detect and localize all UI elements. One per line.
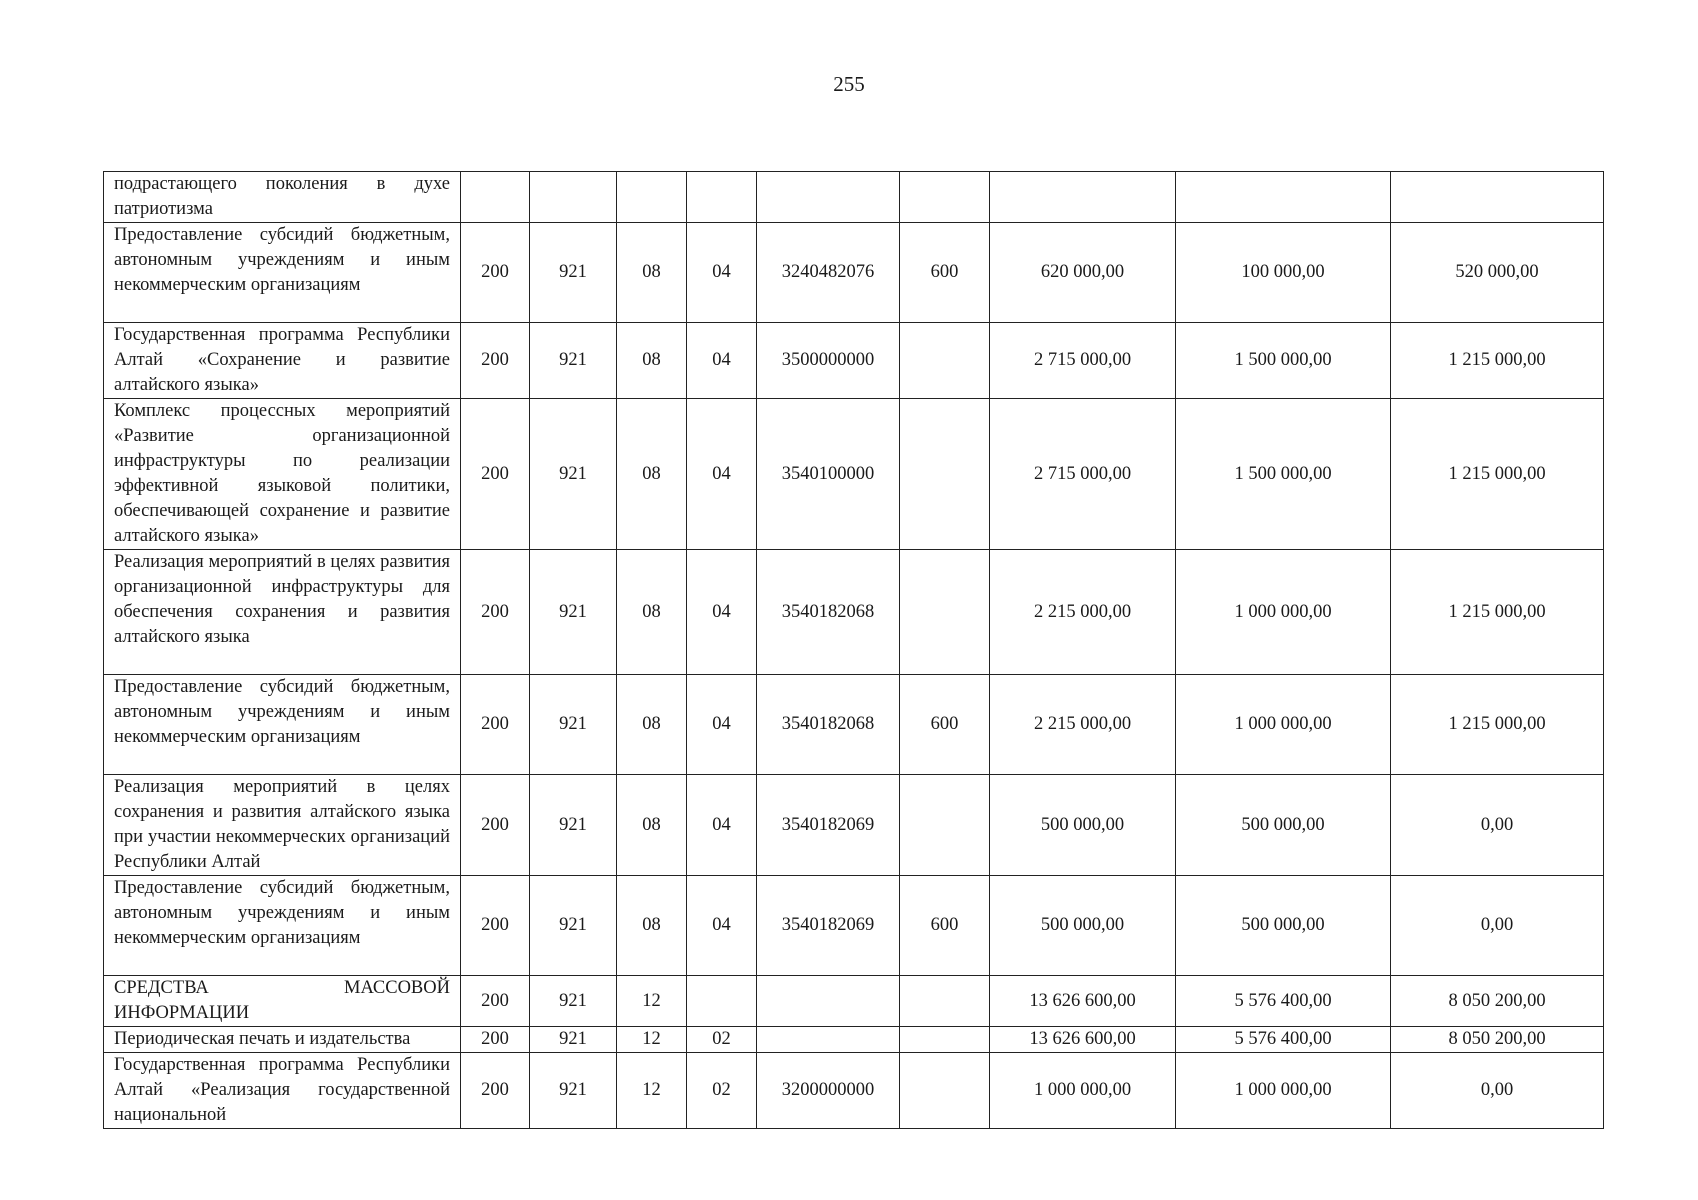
cell-sum-3: 520 000,00 [1391, 223, 1604, 323]
row-name: Предоставление субсидий бюджетным, автономным учреждениям и иным некоммерческим организациям [104, 223, 461, 323]
cell-code-1: 200 [461, 1027, 530, 1053]
table-row [104, 675, 1604, 775]
cell-expense-type [900, 775, 990, 876]
cell-sum-2: 5 576 400,00 [1176, 976, 1391, 1027]
cell-code-1: 200 [461, 675, 530, 775]
cell-section: 12 [617, 976, 687, 1027]
row-name: Государственная программа Республики Алтай «Сохранение и развитие алтайского языка» [104, 323, 461, 399]
cell-target-article: 3540100000 [757, 399, 900, 550]
cell-expense-type: 600 [900, 223, 990, 323]
cell-expense-type [900, 399, 990, 550]
cell-target-article: 3540182068 [757, 550, 900, 675]
cell-sum-3: 1 215 000,00 [1391, 399, 1604, 550]
row-name: Государственная программа Республики Алтай «Реализация государственной национальной [104, 1053, 461, 1129]
cell-sum-2: 1 000 000,00 [1176, 1053, 1391, 1129]
cell-section: 08 [617, 323, 687, 399]
cell-code-2: 921 [530, 675, 617, 775]
cell-code-2: 921 [530, 399, 617, 550]
cell-section: 08 [617, 550, 687, 675]
cell-subsection: 02 [687, 1027, 757, 1053]
cell-target-article [757, 1027, 900, 1053]
row-name: Реализация мероприятий в целях сохранения и развития алтайского языка при участии некоммерческих организаций Республики Алтай [104, 775, 461, 876]
cell-code-2: 921 [530, 550, 617, 675]
cell-expense-type [900, 550, 990, 675]
cell-code-1: 200 [461, 223, 530, 323]
cell-sum-1: 500 000,00 [990, 775, 1176, 876]
cell-sum-2: 1 000 000,00 [1176, 675, 1391, 775]
cell-target-article: 3540182069 [757, 876, 900, 976]
cell-section: 08 [617, 223, 687, 323]
cell-subsection: 04 [687, 876, 757, 976]
cell-subsection: 02 [687, 1053, 757, 1129]
cell-code-1: 200 [461, 1053, 530, 1129]
cell-code-1 [461, 172, 530, 223]
cell-target-article [757, 976, 900, 1027]
cell-expense-type [900, 976, 990, 1027]
row-name: СРЕДСТВА МАССОВОЙ ИНФОРМАЦИИ [104, 976, 461, 1027]
cell-subsection: 04 [687, 675, 757, 775]
table-row [104, 399, 1604, 550]
cell-sum-1: 2 715 000,00 [990, 323, 1176, 399]
table-row [104, 1053, 1604, 1129]
cell-target-article: 3240482076 [757, 223, 900, 323]
cell-code-2: 921 [530, 976, 617, 1027]
cell-sum-3: 8 050 200,00 [1391, 976, 1604, 1027]
cell-code-1: 200 [461, 775, 530, 876]
page-number: 255 [833, 72, 865, 96]
cell-target-article [757, 172, 900, 223]
cell-code-2 [530, 172, 617, 223]
table-row [104, 172, 1604, 223]
cell-subsection: 04 [687, 399, 757, 550]
cell-sum-3: 1 215 000,00 [1391, 323, 1604, 399]
cell-code-1: 200 [461, 550, 530, 675]
cell-sum-2: 100 000,00 [1176, 223, 1391, 323]
cell-expense-type [900, 1027, 990, 1053]
cell-sum-1: 500 000,00 [990, 876, 1176, 976]
cell-sum-1: 2 715 000,00 [990, 399, 1176, 550]
cell-sum-2: 1 000 000,00 [1176, 550, 1391, 675]
cell-code-1: 200 [461, 876, 530, 976]
table-row [104, 1027, 1604, 1053]
cell-sum-2 [1176, 172, 1391, 223]
table-row [104, 976, 1604, 1027]
cell-expense-type [900, 172, 990, 223]
cell-section: 08 [617, 876, 687, 976]
cell-code-1: 200 [461, 399, 530, 550]
cell-target-article: 3500000000 [757, 323, 900, 399]
cell-section: 12 [617, 1027, 687, 1053]
cell-sum-1: 13 626 600,00 [990, 976, 1176, 1027]
cell-sum-1: 2 215 000,00 [990, 675, 1176, 775]
cell-code-2: 921 [530, 1053, 617, 1129]
table-row [104, 876, 1604, 976]
cell-sum-2: 500 000,00 [1176, 775, 1391, 876]
table-row [104, 323, 1604, 399]
cell-sum-3: 0,00 [1391, 775, 1604, 876]
cell-sum-1: 13 626 600,00 [990, 1027, 1176, 1053]
row-name: Комплекс процессных мероприятий «Развитие организационной инфраструктуры по реализации эффективной языковой политики, обеспечивающей сохранение и развитие алтайского языка» [104, 399, 461, 550]
row-name: Периодическая печать и издательства [104, 1027, 461, 1053]
cell-sum-2: 5 576 400,00 [1176, 1027, 1391, 1053]
cell-sum-3 [1391, 172, 1604, 223]
cell-sum-3: 0,00 [1391, 876, 1604, 976]
cell-sum-3: 1 215 000,00 [1391, 550, 1604, 675]
cell-target-article: 3200000000 [757, 1053, 900, 1129]
cell-subsection [687, 976, 757, 1027]
cell-expense-type: 600 [900, 876, 990, 976]
row-name: Предоставление субсидий бюджетным, автономным учреждениям и иным некоммерческим организациям [104, 876, 461, 976]
cell-expense-type: 600 [900, 675, 990, 775]
cell-section [617, 172, 687, 223]
cell-target-article: 3540182069 [757, 775, 900, 876]
cell-code-2: 921 [530, 223, 617, 323]
cell-sum-3: 1 215 000,00 [1391, 675, 1604, 775]
table-row [104, 223, 1604, 323]
cell-subsection: 04 [687, 550, 757, 675]
cell-sum-3: 0,00 [1391, 1053, 1604, 1129]
cell-sum-2: 500 000,00 [1176, 876, 1391, 976]
cell-sum-2: 1 500 000,00 [1176, 399, 1391, 550]
cell-expense-type [900, 323, 990, 399]
cell-subsection: 04 [687, 223, 757, 323]
cell-subsection: 04 [687, 775, 757, 876]
cell-expense-type [900, 1053, 990, 1129]
cell-code-1: 200 [461, 323, 530, 399]
cell-sum-3: 8 050 200,00 [1391, 1027, 1604, 1053]
cell-code-1: 200 [461, 976, 530, 1027]
cell-code-2: 921 [530, 1027, 617, 1053]
cell-code-2: 921 [530, 323, 617, 399]
row-name: Предоставление субсидий бюджетным, автономным учреждениям и иным некоммерческим организациям [104, 675, 461, 775]
cell-target-article: 3540182068 [757, 675, 900, 775]
cell-sum-1 [990, 172, 1176, 223]
table-row [104, 775, 1604, 876]
cell-section: 08 [617, 675, 687, 775]
budget-table [103, 171, 1604, 1129]
cell-section: 12 [617, 1053, 687, 1129]
cell-sum-1: 2 215 000,00 [990, 550, 1176, 675]
row-name: подрастающего поколения в духе патриотизма [104, 172, 461, 223]
table-row [104, 550, 1604, 675]
cell-code-2: 921 [530, 775, 617, 876]
row-name: Реализация мероприятий в целях развития организационной инфраструктуры для обеспечения сохранения и развития алтайского языка [104, 550, 461, 675]
cell-sum-2: 1 500 000,00 [1176, 323, 1391, 399]
cell-section: 08 [617, 775, 687, 876]
cell-subsection [687, 172, 757, 223]
cell-subsection: 04 [687, 323, 757, 399]
cell-sum-1: 620 000,00 [990, 223, 1176, 323]
cell-section: 08 [617, 399, 687, 550]
cell-sum-1: 1 000 000,00 [990, 1053, 1176, 1129]
cell-code-2: 921 [530, 876, 617, 976]
